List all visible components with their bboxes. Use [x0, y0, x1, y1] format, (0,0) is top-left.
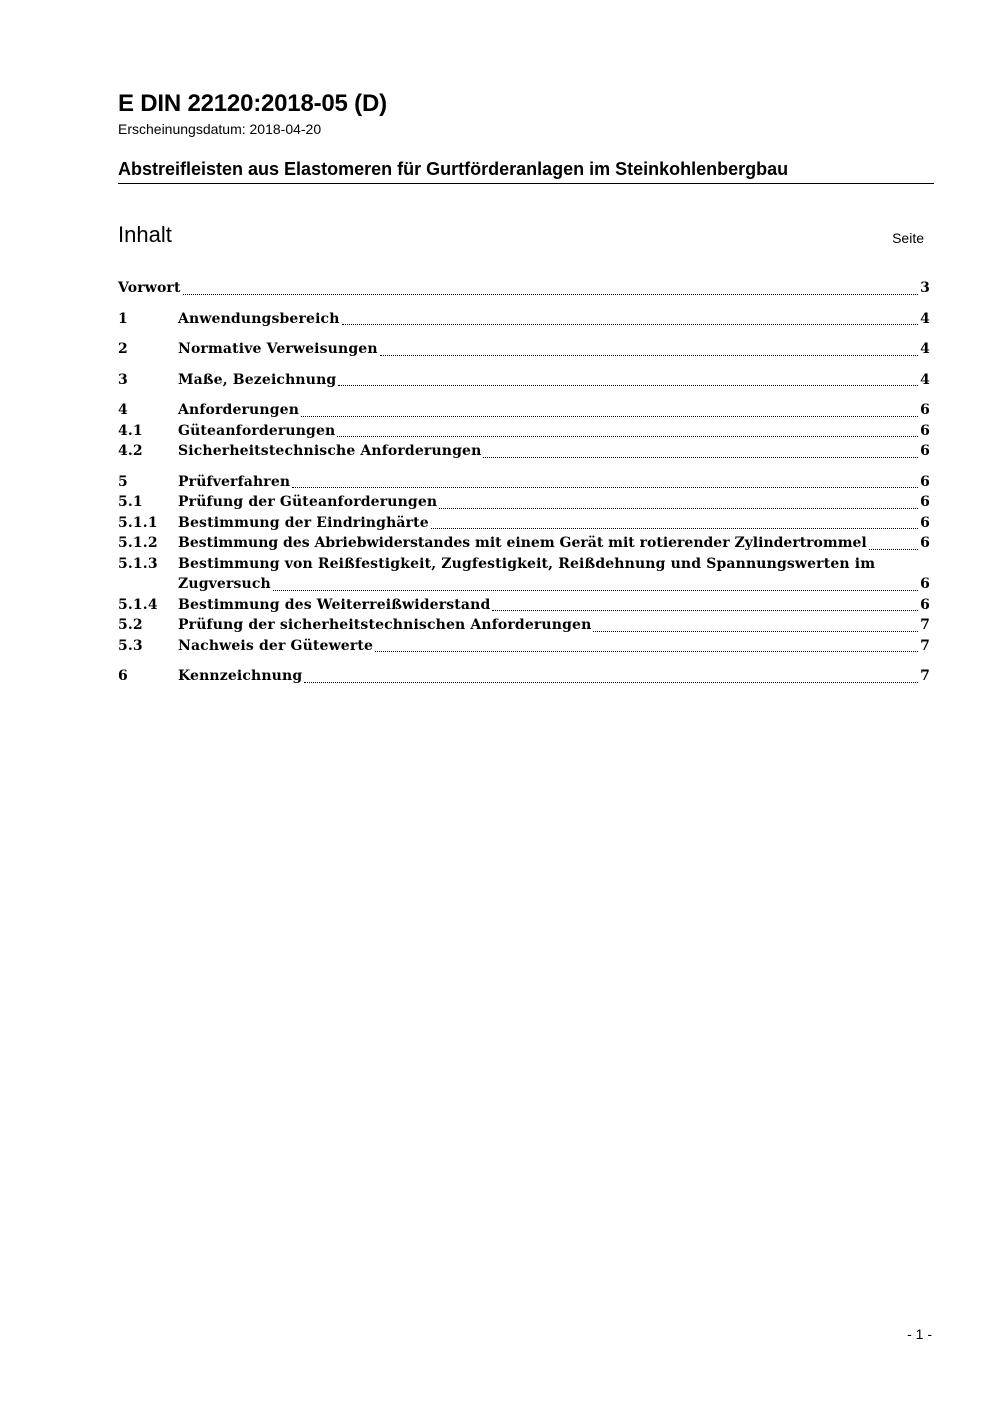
title-divider	[118, 183, 934, 184]
toc-entry-4[interactable]	[118, 400, 930, 421]
toc-entry-page: 6	[920, 514, 930, 531]
toc-entry-number: 4	[118, 402, 128, 418]
toc-entry-5-2[interactable]	[118, 615, 930, 636]
toc-dot-leader	[342, 324, 919, 325]
toc-entry-page: 4	[920, 341, 930, 357]
toc-entry-number: 3	[118, 371, 128, 388]
toc-entry-page: 3	[920, 280, 930, 296]
toc-entry-5-1-2[interactable]	[118, 533, 930, 554]
toc-dot-leader	[338, 385, 918, 386]
toc-entry-label: Güteanforderungen	[178, 422, 336, 439]
toc-entry-page: 6	[920, 576, 930, 592]
toc-entry-1[interactable]	[118, 309, 930, 330]
toc-entry-page: 7	[920, 637, 930, 654]
toc-entry-label: Bestimmung der Eindringhärte	[178, 514, 429, 531]
toc-entry-label: Bestimmung des Abriebwiderstandes mit einem Gerät mit rotierender Zylindertrommel	[178, 535, 867, 551]
toc-entry-4-1[interactable]	[118, 421, 930, 442]
toc-entry-page: 6	[920, 402, 930, 418]
toc-entry-5-1-1[interactable]	[118, 513, 930, 534]
toc-entry-label: Prüfverfahren	[178, 473, 291, 490]
toc-entry-number: 5.2	[118, 617, 143, 633]
toc-entry-label: Nachweis der Gütewerte	[178, 637, 374, 654]
toc-entry-label: Bestimmung des Weiterreißwiderstand	[178, 596, 491, 613]
toc-entry-number: 5.1.1	[118, 514, 158, 531]
toc-dot-leader	[273, 590, 918, 591]
table-of-contents	[118, 278, 930, 687]
document-title: Abstreifleisten aus Elastomeren für Gurtförderanlagen im Steinkohlenbergbau	[118, 159, 789, 179]
toc-entry-5-1-4[interactable]	[118, 595, 930, 616]
toc-entry-label: Anforderungen	[178, 402, 300, 418]
toc-entry-number: 5.1.3	[118, 555, 158, 572]
toc-dot-leader	[183, 294, 919, 295]
toc-dot-leader	[304, 682, 918, 683]
toc-entry-label: Anwendungsbereich	[178, 310, 340, 327]
toc-dot-leader	[869, 549, 918, 550]
page-number: - 1 -	[907, 1326, 932, 1342]
toc-entry-number: 5	[118, 473, 128, 490]
toc-dot-leader	[380, 355, 918, 356]
toc-entry-5-1[interactable]	[118, 492, 930, 513]
toc-dot-leader	[337, 436, 918, 437]
toc-entry-number: 4.2	[118, 443, 143, 459]
publication-date: Erscheinungsdatum: 2018-04-20	[118, 121, 322, 137]
toc-entry-page: 7	[920, 617, 930, 633]
document-code: E DIN 22120:2018-05 (D)	[118, 90, 387, 117]
toc-page-column-label: Seite	[892, 230, 924, 246]
toc-entry-number: 5.1	[118, 494, 143, 510]
toc-entry-number: 5.1.4	[118, 596, 158, 613]
toc-entry-page: 6	[920, 443, 930, 459]
toc-entry-page: 6	[920, 494, 930, 510]
toc-entry-label: Sicherheitstechnische Anforderungen	[178, 443, 482, 459]
toc-entry-number: 4.1	[118, 422, 143, 439]
toc-entry-label-line2: Zugversuch	[178, 576, 271, 592]
toc-entry-label: Maße, Bezeichnung	[178, 371, 337, 388]
toc-entry-number: 5.1.2	[118, 535, 158, 551]
toc-dot-leader	[375, 651, 918, 652]
toc-dot-leader	[301, 416, 918, 417]
toc-heading: Inhalt	[118, 222, 172, 247]
toc-entry-page: 4	[920, 371, 930, 388]
toc-entry-page: 4	[920, 310, 930, 327]
toc-entry-number: 5.3	[118, 637, 143, 654]
toc-entry-number: 6	[118, 668, 128, 684]
toc-entry-4-2[interactable]	[118, 441, 930, 462]
toc-dot-leader	[492, 610, 918, 611]
toc-entry-5-1-3[interactable]	[118, 554, 930, 595]
toc-entry-6[interactable]	[118, 666, 930, 687]
toc-entry-2[interactable]	[118, 339, 930, 360]
toc-entry-page: 7	[920, 668, 930, 684]
toc-entry-number: 2	[118, 341, 128, 357]
toc-dot-leader	[431, 528, 918, 529]
toc-entry-label: Vorwort	[118, 280, 181, 296]
toc-entry-number: 1	[118, 310, 128, 327]
toc-dot-leader	[483, 457, 918, 458]
toc-dot-leader	[593, 631, 918, 632]
toc-entry-page: 6	[920, 422, 930, 439]
toc-entry-3[interactable]	[118, 370, 930, 391]
toc-entry-label: Normative Verweisungen	[178, 341, 378, 357]
toc-entry-5[interactable]	[118, 472, 930, 493]
toc-entry-page: 6	[920, 473, 930, 490]
toc-dot-leader	[292, 487, 918, 488]
toc-entry-page: 6	[920, 535, 930, 551]
toc-entry-vorwort[interactable]	[118, 278, 930, 299]
toc-entry-label: Kennzeichnung	[178, 668, 303, 684]
toc-entry-page: 6	[920, 596, 930, 613]
toc-entry-label: Prüfung der Güteanforderungen	[178, 494, 438, 510]
toc-entry-5-3[interactable]	[118, 636, 930, 657]
toc-entry-label: Prüfung der sicherheitstechnischen Anforderungen	[178, 617, 592, 633]
toc-dot-leader	[439, 508, 918, 509]
toc-entry-label-line1: Bestimmung von Reißfestigkeit, Zugfestigkeit, Reißdehnung und Spannungswerten im	[178, 555, 876, 572]
